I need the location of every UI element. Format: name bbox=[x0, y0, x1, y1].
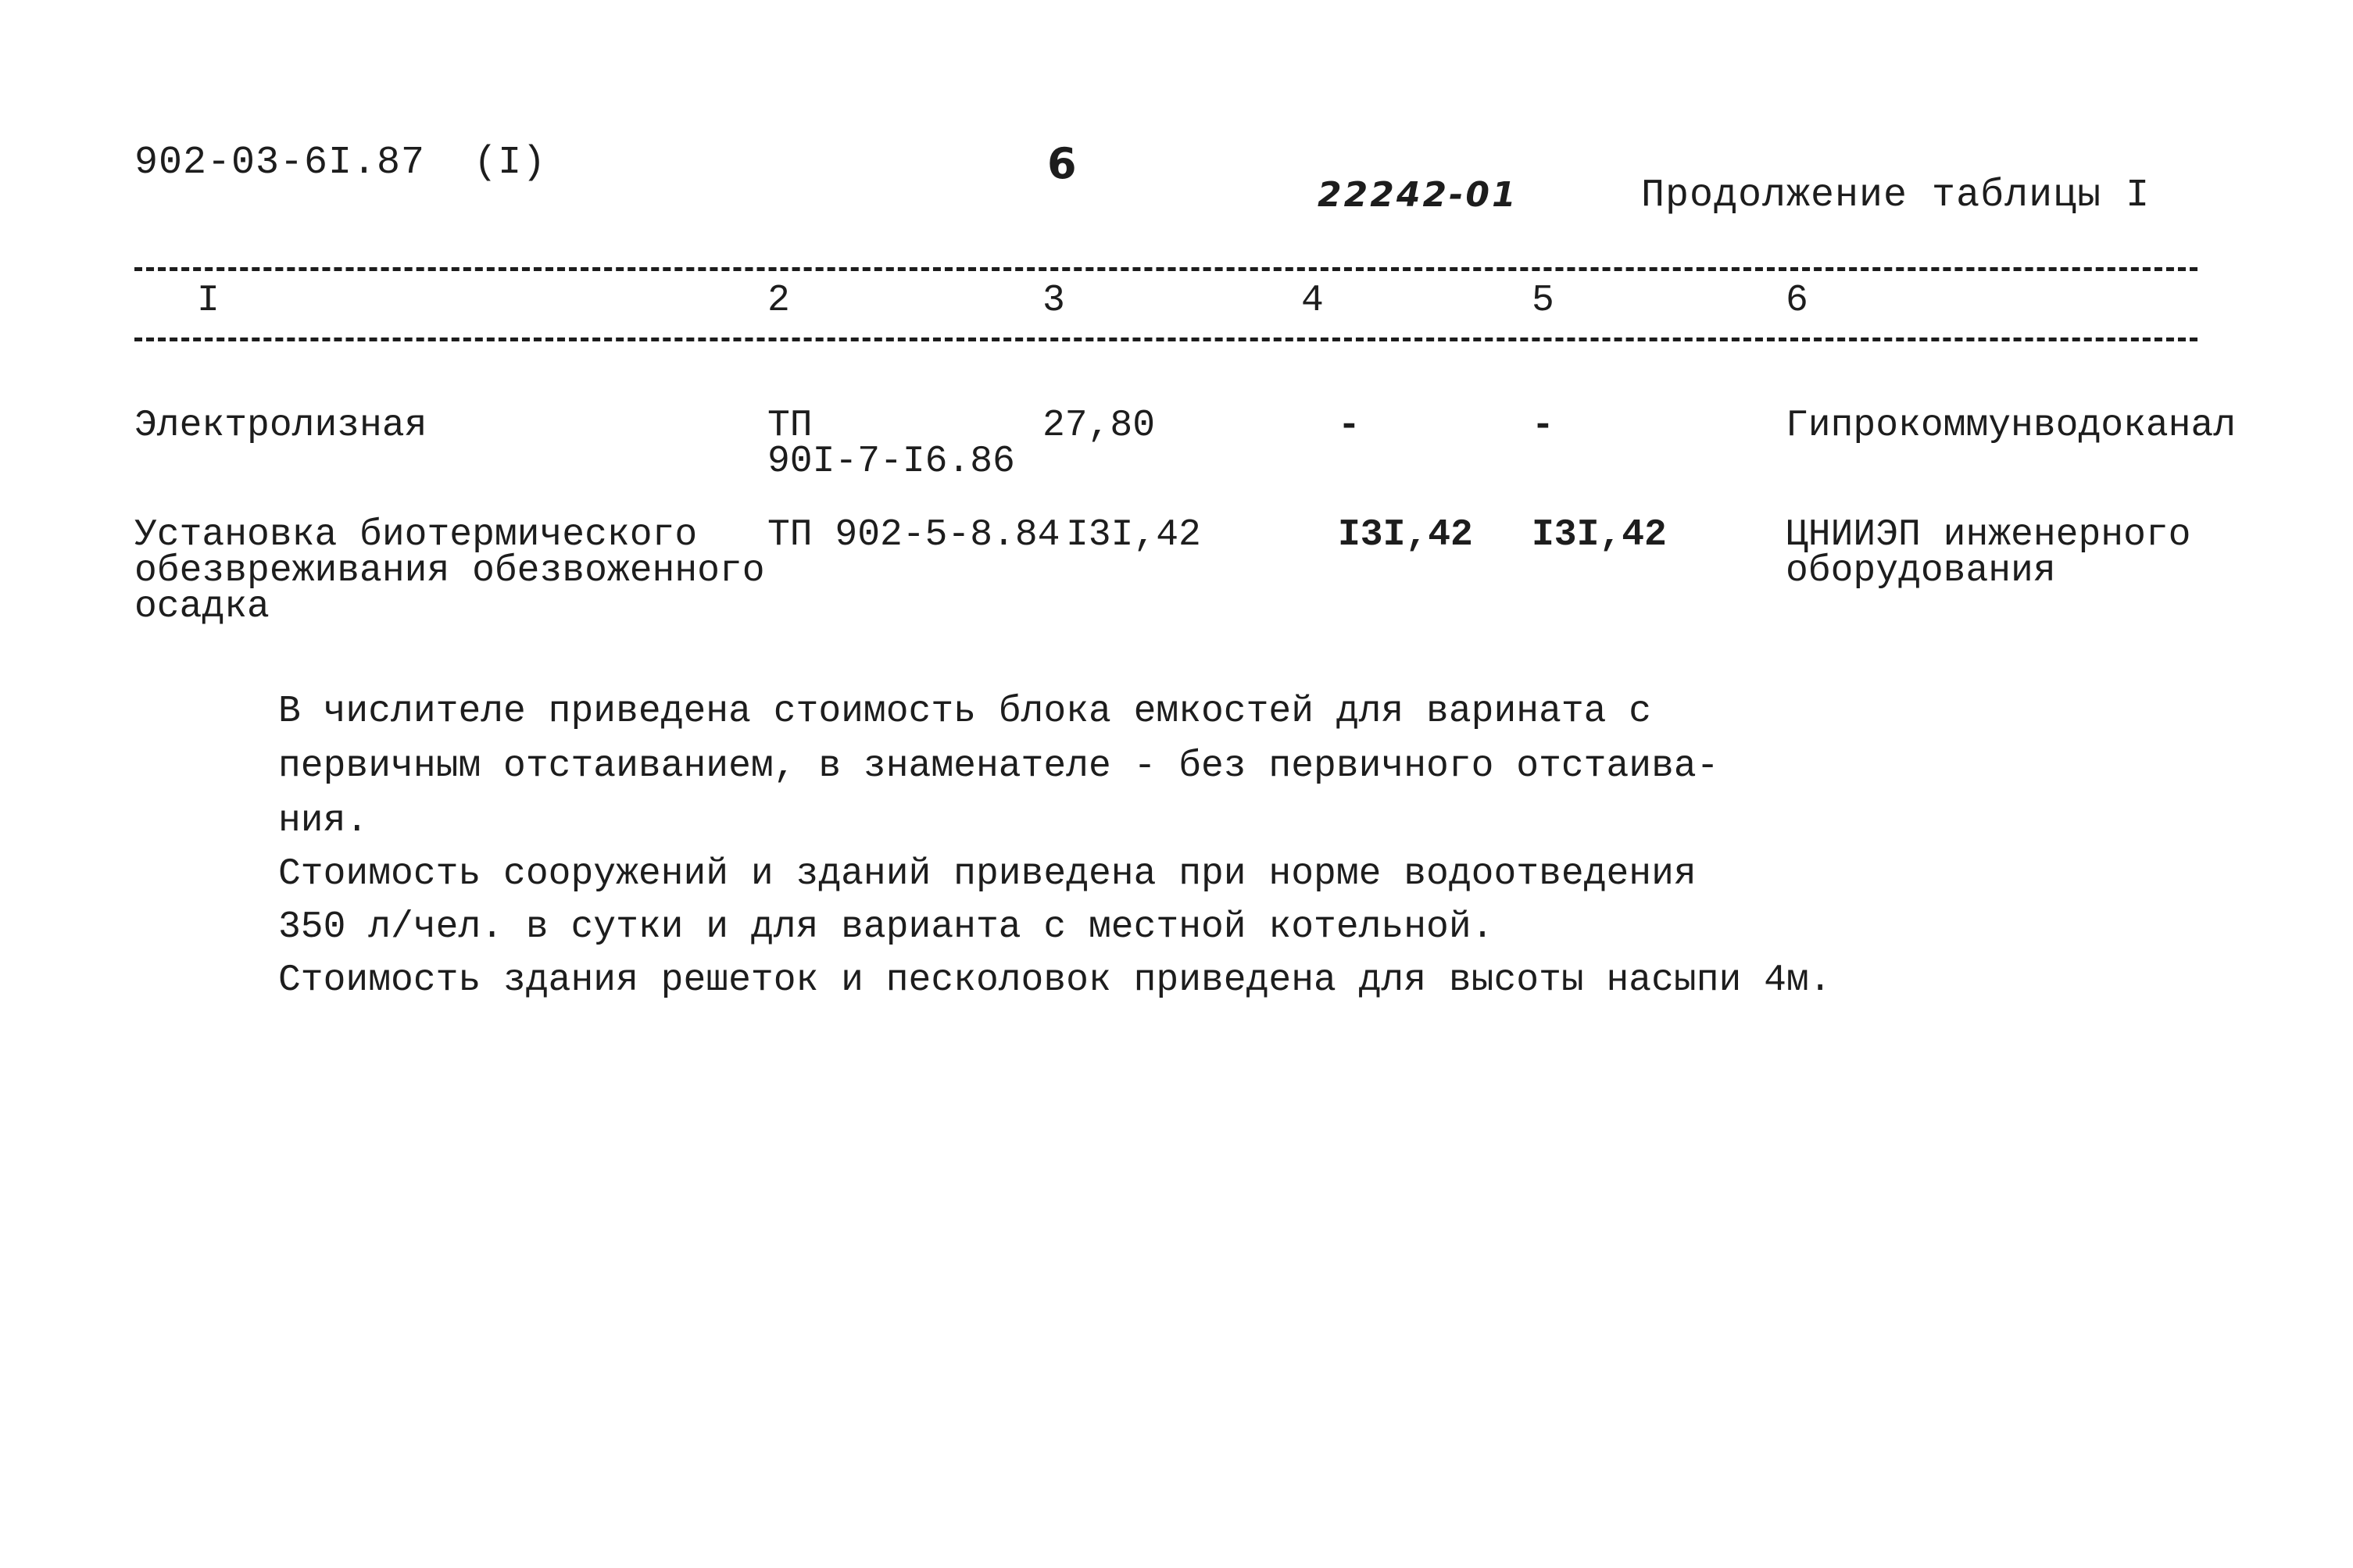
table-header-bottom-rule bbox=[134, 338, 2197, 341]
note-line-1: В числителе приведена стоимость блока емкостей для варината с bbox=[278, 691, 1652, 733]
document-code: 902-03-6I.87 (I) bbox=[134, 141, 547, 185]
archive-stamp: 22242-01 bbox=[1318, 175, 1518, 215]
note-line-3: ния. bbox=[278, 800, 369, 842]
column-number-4: 4 bbox=[1301, 280, 1324, 322]
note-line-4: Стоимость сооружений и зданий приведена при норме водоотведения bbox=[278, 853, 1697, 895]
column-number-1: I bbox=[197, 280, 220, 322]
column-number-2: 2 bbox=[767, 280, 790, 322]
table-row-2-col3: I3I,42 bbox=[1066, 514, 1201, 556]
note-line-2: первичным отстаиванием, в знаменателе - без первичного отстаива- bbox=[278, 745, 1719, 788]
column-number-5: 5 bbox=[1532, 280, 1554, 322]
table-row-1-col5: - bbox=[1532, 405, 1554, 447]
note-line-6: Стоимость здания решеток и песколовок приведена для высоты насыпи 4м. bbox=[278, 959, 1832, 1002]
table-header-top-rule bbox=[134, 267, 2197, 271]
table-row-2-col5: I3I,42 bbox=[1532, 514, 1667, 556]
column-number-3: 3 bbox=[1042, 280, 1065, 322]
table-row-1-col4: - bbox=[1338, 405, 1361, 447]
table-row-1-col3: 27,80 bbox=[1042, 405, 1156, 447]
table-row-2-name: Установка биотермического обезвреживания обезвоженного осадка bbox=[134, 514, 765, 628]
note-line-5: 350 л/чел. в сутки и для варианта с местной котельной. bbox=[278, 906, 1494, 948]
table-row-1-project: ТП 90I-7-I6.86 bbox=[767, 405, 1015, 483]
page-number: 6 bbox=[1047, 139, 1077, 188]
table-row-2-col4: I3I,42 bbox=[1338, 514, 1473, 556]
table-row-2-project: ТП 902-5-8.84 bbox=[767, 514, 1060, 556]
table-continuation-title: Продолжение таблицы I bbox=[1641, 173, 2151, 218]
table-row-2-developer: ЦНИИЭП инженерного оборудования bbox=[1786, 514, 2191, 592]
table-row-1-developer: Гипрокоммунводоканал bbox=[1786, 405, 2237, 447]
table-row-1-name: Электролизная bbox=[134, 405, 427, 447]
column-number-6: 6 bbox=[1786, 280, 1808, 322]
